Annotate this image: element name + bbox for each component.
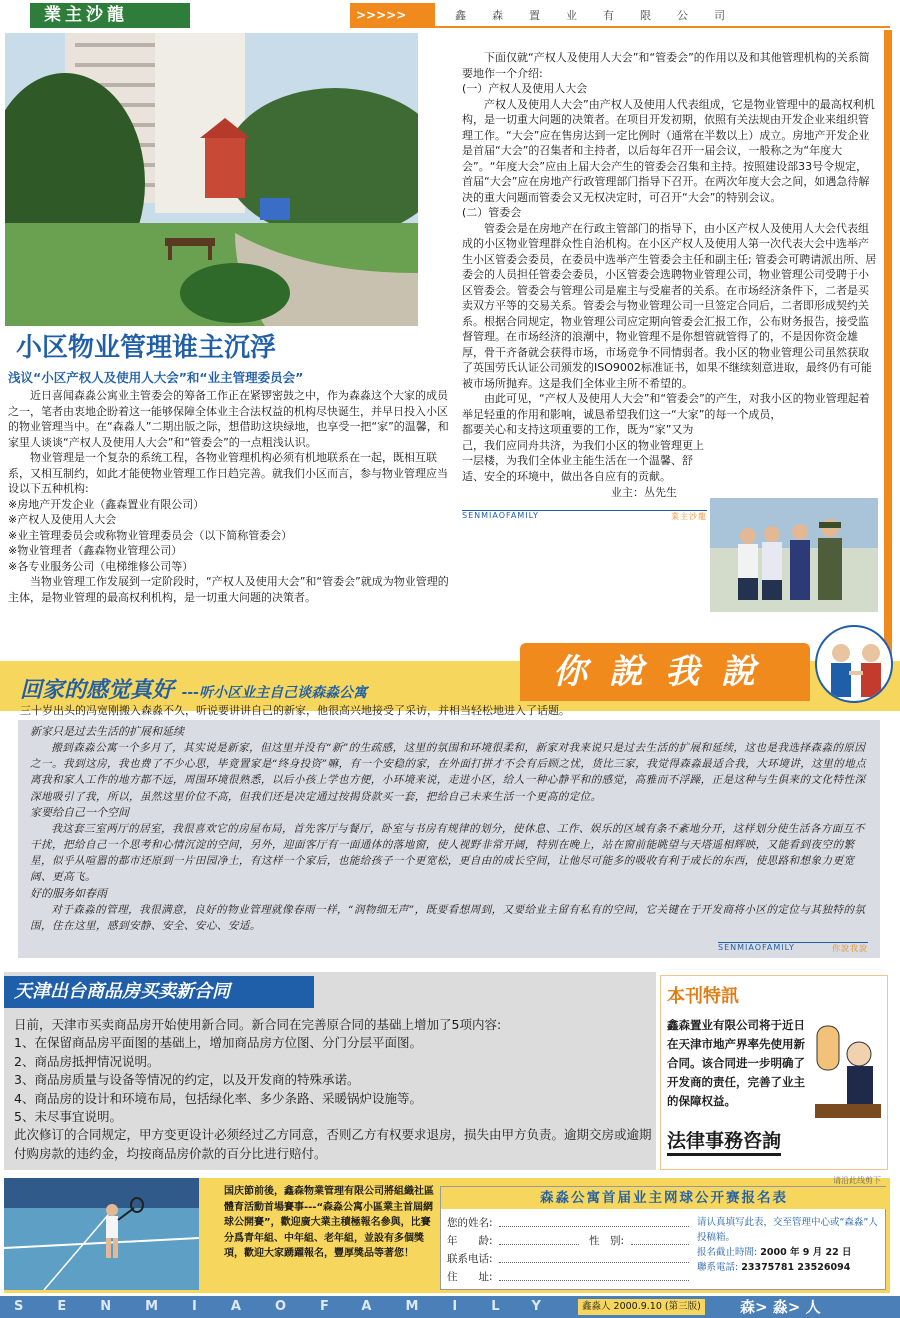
contract-line: 4、商品房的设计和环境布局，包括绿化率、多少条路、采暖锅炉设施等。 <box>14 1090 422 1106</box>
senmiao-family-tag-2 <box>718 942 868 954</box>
institution-item: ※各专业服务公司（电梯维修公司等） <box>8 559 194 573</box>
form-info <box>697 1215 883 1275</box>
senmiao-family-tag <box>462 510 707 520</box>
tag-label: 業主沙龍 <box>671 512 707 521</box>
interview-body <box>18 720 880 958</box>
form-instructions: 请认真填写此表，交至管理中心或“森淼”人投稿箱。 <box>697 1217 878 1243</box>
banner-text: 你說我說 <box>553 652 777 692</box>
staff-illustration <box>710 498 878 612</box>
article-title: 小区物业管理谁主沉浮 <box>16 333 277 363</box>
section-heading: (二）管委会 <box>462 206 522 219</box>
property-management-article <box>8 330 453 605</box>
address-input[interactable] <box>499 1269 689 1281</box>
you-say-banner <box>520 643 810 701</box>
article-subtitle: 浅议“小区产权人及使用人大会”和“业主管理委员会” <box>8 370 304 385</box>
contract-line: 3、商品房质量与设备等情况的约定，以及开发商的特殊承诺。 <box>14 1072 360 1088</box>
age-label: 年 龄: <box>447 1235 493 1247</box>
legal-consulting-title: 法律事務咨詢 <box>667 1126 781 1156</box>
deadline-row <box>697 1245 883 1260</box>
contact-value: 23375781 23526094 <box>741 1262 851 1273</box>
page-footer <box>0 1296 900 1318</box>
page-header <box>0 0 900 30</box>
article-intro: 下面仅就“产权人及使用人大会”和“管委会”的作用以及和其他管理机构的关系简要地作一个介绍: <box>462 51 870 80</box>
institution-item: ※业主管理委员会或称物业管理委员会（以下简称管委会） <box>8 528 293 542</box>
management-bodies-article <box>462 50 877 522</box>
contract-text <box>14 1016 654 1163</box>
contract-line: 日前，天津市买卖商品房开始使用新合同。新合同在完善原合同的基础上增加了5项内容: <box>14 1017 502 1032</box>
apartment-garden-illustration <box>5 33 418 326</box>
interview-heading: 家要给自己一个空间 <box>30 805 129 819</box>
article-paragraph: 近日喜闻森淼公寓业主管委会的筹备工作正在紧锣密鼓之中，作为森淼这个大家的成员之一，笔者由衷地企盼着这一能够保障全体业主合法权益的机构尽快诞生，并早日投入小区的物业管理当中。在“森淼人”二期出版之际，想借助这块绿地，也享受一把“家”的温馨，和家里人谈谈“产权人及使用人大会”和“管委会”的一点粗浅认识。 <box>8 389 449 449</box>
special-title: 本刊特訊 <box>667 986 739 1007</box>
tennis-photo <box>4 1178 199 1290</box>
institution-item: ※产权人及使用人大会 <box>8 513 117 526</box>
title-main: 回家的感觉真好 <box>20 678 175 703</box>
tag-letters: SENMIAOFAMILY <box>462 511 539 520</box>
article-paragraph: 产权人及使用人大会”由产权人及使用人代表组成，它是物业管理中的最高权利机构，是一切重大问题的决策者。在项目开发初期，依照有关法规由开发企业来组织管理工作。“大会”应在售房达到一定比例时（通常在半数以上）成立。房地产开发企业是首届“大会”的召集者和主持者，以后每年召开一届会议，一般称之为“年度大会”。“年度大会”应由上届大会产生的管委会召集和主持。按照建设部33号令规定，首届“大会”应在房地产行政管理部门指导下召开。在两次年度大会之间，如遇急待解决的重大问题而管委会又无权决定时，可召开“大会”的特别会议。 <box>462 97 875 204</box>
tennis-illustration <box>4 1178 199 1290</box>
article-paragraph: 物业管理是一个复杂的系统工程，各物业管理机构必须有机地联系在一起，既相互联系，又相互制约，如此才能使物业管理工作日趋完善。就我们小区而言，参与物业管理应当设以下五种机构: <box>8 451 448 495</box>
article-paragraph: 管委会是在房地产在行政主管部门的指导下，由小区产权人及使用人大会代表组成的小区物业管理群众性自治机构。在小区产权人及使用人第一次代表大会中选举产生小区管委会委员，在委员中选举产生管委会主任和副主任; 管委会可聘请派出所、居委会的人员担任管委会委员，小区管委会选聘物业管理公司，物业管理公司受聘于小区管委会。管委会与管理公司是雇主与受雇者的关系。在市场经济条件下，二者是买卖双方平等的交易关系。管委会与物业管理公司一旦签定合同后，二者即形成契约关系。根据合同规定，物业管理公司应定期向管委会汇报工作，公布财务报告，接受监督管理。在市场经济的浪潮中，物业管理不是你想管就管得了的，不是因你资金雄厚，骨干齐备就会获得市场，市场竞争不同情弱者。我小区的物业管理公司虽然获取了英国劳氏认证公司颁发的ISO9002标准证书，如果不继续刻意进取，最终仍有可能被市场所抛弃。这是我们全体业主所不希望的。 <box>462 221 877 390</box>
gender-label: 性 别: <box>589 1235 625 1247</box>
interview-lead: 三十岁出头的冯宽刚搬入森淼不久，听说要讲讲自己的新家，他很高兴地接受了采访，并相当轻松地进入了话题。 <box>20 704 570 717</box>
phone-input[interactable] <box>499 1251 689 1263</box>
article-closing: 当物业管理工作发展到一定阶段时，“产权人及使用大会”和“管委会”就成为物业管理的主体，是物业管理的最高权利机构，是一切重大问题的决策者。 <box>8 575 449 604</box>
company-name: 鑫森置业有限公司 <box>435 3 890 28</box>
name-label: 您的姓名: <box>447 1217 493 1229</box>
institution-item: ※房地产开发企业（鑫森置业有限公司） <box>8 497 205 511</box>
special-news-box <box>660 975 888 1170</box>
article-paragraph: 由此可见，“产权人及使用人大会”和“管委会”的产生，对我小区的物业管理起着举足轻重的作用和影响，诚恳希望我们这一“大家”的每一个成员， <box>462 392 870 421</box>
tennis-notice: 国庆節前後，鑫森物業管理有限公司將組織社區體育活動首場賽事---“森淼公寓小區業主首屆網球公開賽”，歡迎廣大業主積極報名參與，比賽分爲青年組、中年組、老年組，並設有多個獎項，歡迎大家踴躍報名，豐厚獎品等著您！ <box>224 1186 434 1259</box>
section-heading: (一）产权人及使用人大会 <box>462 82 588 95</box>
interview-heading: 好的服务如春雨 <box>30 886 107 900</box>
staff-photo <box>710 498 878 612</box>
orange-vertical-rule <box>884 30 892 660</box>
contact-label: 聯系電話: <box>697 1262 739 1273</box>
institution-item: ※物业管理者（鑫森物业管理公司） <box>8 544 183 557</box>
brand-logo: 森> 淼> 人 <box>740 1298 821 1316</box>
conversation-cartoon-icon <box>815 625 893 703</box>
contract-line: 此次修订的合同规定，甲方变更设计必须经过乙方同意，否则乙方有权要求退房，损失由甲方负责。逾期交房或逾期付购房款的违约金，均按商品房价款的百分比进行赔付。 <box>14 1127 652 1161</box>
form-title: 森淼公寓首届业主网球公开赛报名表 <box>441 1187 887 1209</box>
cut-line-label: 请沿此线剪下 <box>833 1176 881 1185</box>
section-title <box>20 673 367 704</box>
residents-say-section <box>0 625 900 965</box>
apartment-garden-photo <box>5 33 418 326</box>
registration-form <box>440 1176 886 1290</box>
gender-input[interactable] <box>631 1233 689 1245</box>
title-sub: ---听小区业主自己谈森淼公寓 <box>181 685 368 701</box>
footer-letters: SENMIAOFAMILY <box>14 1299 575 1314</box>
article-paragraph: 都要关心和支持这项重要的工作，既为“家”又为己，我们应同舟共济，为我们小区的物业管理更上一层楼，为我们全体业主能生活在一个温馨、舒适、安全的环境中，做出各自应有的贡献。 <box>462 423 704 483</box>
deadline-value: 2000 年 9 月 22 日 <box>760 1247 852 1258</box>
interview-paragraph: 我这套三室两厅的居室，我很喜欢它的房屋布局，首先客厅与餐厅，卧室与书房有规律的划分，使休息、工作、娱乐的区域有条不紊地分开，这样划分使生活各方面互不干扰，把给自己一个思考和心情沉淀的空间，另外，迎面客厅有一面通体的落地窗，使人视野非常开阔，特别在晚上，站在窗前能眺望与天塔遥相辉映，又能看到夜空的繁星，似乎从喧嚣的都市还原到一片田园净土，有这样一个家后，也能给孩子一个更宽松，更自由的成长空间，让他尽可能多的吸收有利于成长的东西，使思路和想象力更宽阔、更高飞。 <box>30 822 865 884</box>
section-tag: 業主沙龍 <box>30 3 190 28</box>
special-text: 鑫森置业有限公司将于近日在天津市地产界率先使用新合同。该合同进一步明确了开发商的责任，完善了业主的保障权益。 <box>667 1018 805 1108</box>
contact-row <box>697 1260 883 1275</box>
interview-heading: 新家只是过去生活的扩展和延续 <box>30 725 184 738</box>
address-label: 住 址: <box>447 1271 493 1283</box>
signature: 业主：丛先生 <box>611 486 677 499</box>
new-contract-section <box>4 972 656 1170</box>
tag-letters: SENMIAOFAMILY <box>718 943 795 952</box>
contract-line: 5、未尽事宜说明。 <box>14 1109 122 1125</box>
age-input[interactable] <box>499 1233 579 1245</box>
interview-paragraph: 搬到森淼公寓一个多月了，其实说是新家，但这里并没有“新”的生疏感，这里的氛围和环境很柔和，新家对我来说只是过去生活的扩展和延续，这也是我选择森淼的原因之一。我到这房，我也费了不少心思，毕竟置家是“终身投资”嘛，有一个安稳的家，在外面打拼才不会有后顾之忧，货比三家，我觉得森淼最适合我，大环境讲，这里的地点离我和家人工作的地方都不远，周围环境很熟悉，以后小孩上学也方便，小环境来说，走进小区，给人一种心静平和的感觉，高雅而不浮躁，正是这种与生俱来的文化特性深深地吸引了我，所以，虽然这里价位不高，但我们还是决定通过按揭贷款买一套，把给自己未来生活一个更高的定位。 <box>30 742 867 803</box>
phone-label: 联系电话: <box>447 1253 493 1265</box>
tag-label: 你說我說 <box>832 944 868 953</box>
contract-line: 2、商品房抵押情况说明。 <box>14 1053 160 1069</box>
deadline-label: 报名截止時間: <box>697 1247 758 1258</box>
header-arrows: >>>>> <box>350 3 435 28</box>
name-input[interactable] <box>499 1215 689 1227</box>
issue-label: 鑫淼人 2000.9.10 (第三版) <box>578 1299 705 1315</box>
lawyer-cartoon-icon <box>813 1020 883 1120</box>
interview-paragraph: 对于森淼的管理，我很满意，良好的物业管理就像春雨一样，“润物细无声”，既要看想周到，又要给业主留有私有的空间，它关键在于开发商将小区的定位与其独特的氛围，住在这里，感到安静、安全、安心、安适。 <box>30 903 866 932</box>
contract-title: 天津出台商品房买卖新合同 <box>4 976 314 1008</box>
contract-line: 1、在保留商品房平面图的基础上，增加商品房方位图、分门分层平面图。 <box>14 1035 422 1051</box>
